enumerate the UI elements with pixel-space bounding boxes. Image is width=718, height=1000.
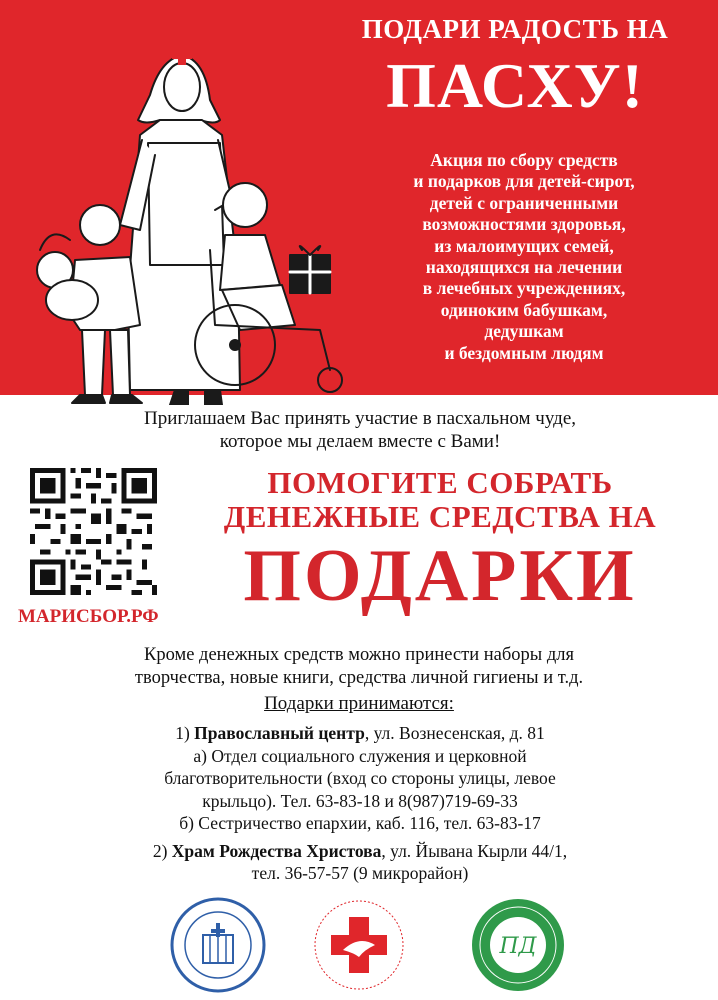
headline-line1: ПОДАРИ РАДОСТЬ НА bbox=[361, 14, 669, 44]
address-2 bbox=[80, 840, 640, 863]
wheel-small bbox=[318, 368, 342, 392]
address-2-phone: тел. 36-57-57 (9 микрорайон) bbox=[251, 863, 469, 883]
girl-shirt bbox=[220, 235, 280, 290]
address-1-street: , ул. Вознесенская, д. 81 bbox=[364, 723, 545, 743]
campaign-line: детей с ограниченными bbox=[429, 192, 619, 213]
girl-head bbox=[223, 183, 267, 227]
address-1a-line2: благотворительности (вход со стороны улицы, левое bbox=[164, 768, 556, 788]
campaign-line: дедушкам bbox=[484, 321, 564, 342]
boy-leg-right bbox=[110, 330, 130, 395]
address-list bbox=[80, 722, 640, 885]
nurse-apron bbox=[148, 143, 224, 265]
website-link[interactable]: МАРИСБОР.РФ bbox=[18, 606, 159, 627]
campaign-line: одиноким бабушкам, bbox=[440, 299, 608, 320]
headline bbox=[315, 14, 715, 121]
address-1-name: Православный центр bbox=[194, 723, 365, 743]
campaign-line: из малоимущих семей, bbox=[434, 235, 614, 256]
campaign-line: в лечебных учреждениях, bbox=[422, 278, 626, 299]
boy-leg-left bbox=[82, 330, 105, 395]
campaign-line: возможностями здоровья, bbox=[422, 214, 626, 235]
address-1a-line1: а) Отдел социального служения и церковной bbox=[193, 745, 527, 766]
address-1 bbox=[80, 722, 640, 745]
campaign-line: и бездомным людям bbox=[444, 342, 604, 363]
social-service-seal-icon bbox=[168, 895, 268, 995]
headline-easter: ПАСХУ! bbox=[386, 50, 644, 121]
help-line2: ДЕНЕЖНЫЕ СРЕДСТВА НА bbox=[223, 499, 657, 534]
boy-head bbox=[80, 205, 120, 245]
help-gifts: ПОДАРКИ bbox=[243, 535, 637, 617]
campaign-line: Акция по сбору средств bbox=[430, 150, 618, 170]
address-2-name: Храм Рождества Христова bbox=[171, 840, 382, 861]
other-donations-line1: Кроме денежных средств можно принести наборы для bbox=[144, 645, 574, 665]
address-1-number: 1) bbox=[175, 723, 195, 743]
campaign-line: находящихся на лечении bbox=[425, 257, 623, 278]
qr-code[interactable] bbox=[30, 468, 157, 595]
partner-logos bbox=[0, 895, 718, 995]
address-2-number: 2) bbox=[152, 840, 172, 861]
svg-text:ПД: ПД bbox=[499, 934, 537, 959]
teddy-body bbox=[46, 280, 98, 320]
help-heading bbox=[180, 466, 700, 616]
nurse-face bbox=[164, 63, 200, 111]
youth-movement-seal-icon bbox=[468, 895, 568, 995]
address-1b: б) Сестричество епархии, каб. 116, тел. 63-83-17 bbox=[179, 813, 541, 833]
campaign-line: и подарков для детей-сирот, bbox=[413, 171, 635, 192]
invitation-line1: Приглашаем Вас принять участие в пасхальном чуде, bbox=[143, 408, 577, 429]
other-donations-line2: творчества, новые книги, средства личной гигиены и т.д. bbox=[134, 668, 584, 688]
campaign-description bbox=[345, 150, 703, 364]
sisterhood-seal-icon bbox=[309, 895, 409, 995]
gifts-accepted-title: Подарки принимаются: bbox=[264, 693, 454, 714]
address-2-street: , ул. Йывана Кырли 44/1, bbox=[381, 840, 568, 861]
invitation-line2: которое мы делаем вместе с Вами! bbox=[219, 431, 501, 452]
invitation-text bbox=[100, 407, 620, 453]
charity-illustration bbox=[10, 25, 360, 405]
help-line1: ПОМОГИТЕ СОБРАТЬ bbox=[267, 465, 613, 500]
other-donations-text bbox=[60, 644, 658, 690]
address-1a-line3: крыльцо). Тел. 63-83-18 и 8(987)719-69-33 bbox=[202, 790, 518, 811]
